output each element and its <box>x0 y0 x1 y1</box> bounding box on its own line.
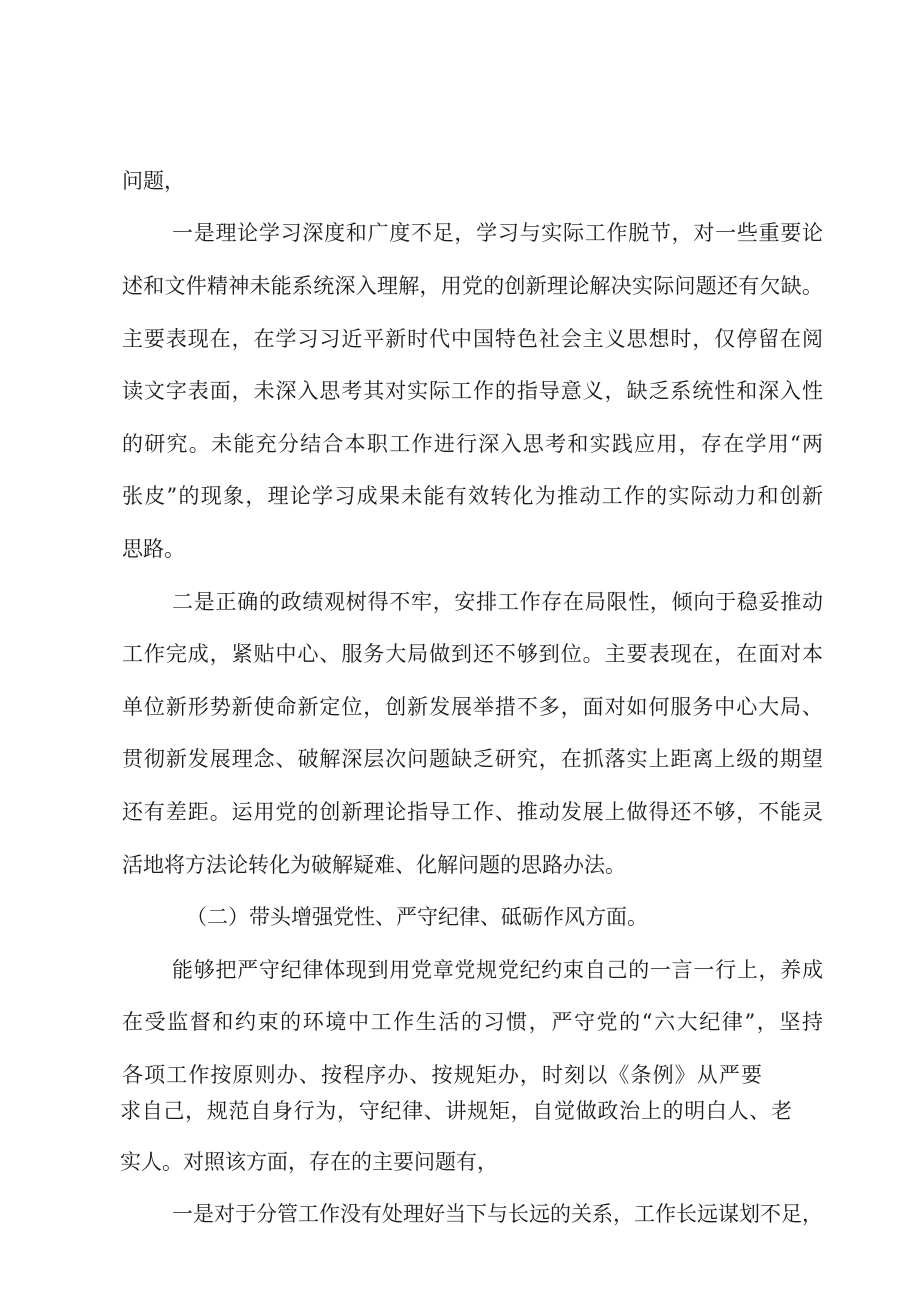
text-line <box>0 161 920 201</box>
text-line <box>0 950 920 990</box>
text-line <box>0 634 920 674</box>
text-line <box>0 319 920 359</box>
text-line <box>0 529 920 569</box>
text-line <box>0 213 920 253</box>
line-text: 主要表现在，在学习习近平新时代中国特色社会主义思想时，仅停留在阅 <box>122 327 823 351</box>
text-line <box>0 1055 920 1095</box>
line-text: 能够把严守纪律体现到用党章党规党纪约束自己的一言一行上，养成 <box>172 958 823 982</box>
section-heading <box>0 897 920 937</box>
line-text: 问题， <box>122 169 185 193</box>
line-text: 述和文件精神未能系统深入理解，用党的创新理论解决实际问题还有欠缺。 <box>122 274 823 298</box>
line-text: 读文字表面，未深入思考其对实际工作的指导意义，缺乏系统性和深入性 <box>122 379 823 403</box>
section-heading-text: （二）带头增强党性、严守纪律、砥砺作风方面。 <box>186 905 648 929</box>
line-text: 思路。 <box>122 537 185 561</box>
text-line <box>0 1142 920 1182</box>
line-text: 的研究。未能充分结合本职工作进行深入思考和实践应用，存在学用“两 <box>122 432 823 456</box>
text-line <box>0 739 920 779</box>
text-line <box>0 582 920 622</box>
text-line <box>0 476 920 516</box>
text-line <box>0 371 920 411</box>
line-text: 各项工作按原则办、按程序办、按规矩办，时刻以《条例》从严要 <box>122 1063 762 1087</box>
text-line <box>0 1194 920 1234</box>
text-line <box>0 424 920 464</box>
line-text: 还有差距。运用党的创新理论指导工作、推动发展上做得还不够，不能灵 <box>122 800 823 824</box>
line-text: 实人。对照该方面，存在的主要问题有， <box>120 1150 498 1174</box>
text-line <box>0 266 920 306</box>
text-line <box>0 845 920 885</box>
line-text: 单位新形势新使命新定位，创新发展举措不多，面对如何服务中心大局、 <box>122 695 823 719</box>
line-text: 活地将方法论转化为破解疑难、化解问题的思路办法。 <box>122 853 626 877</box>
line-text: 贯彻新发展理念、破解深层次问题缺乏研究，在抓落实上距离上级的期望 <box>122 747 823 771</box>
text-line <box>0 1002 920 1042</box>
line-text: 工作完成，紧贴中心、服务大局做到还不够到位。主要表现在，在面对本 <box>122 642 823 666</box>
line-text: 张皮”的现象，理论学习成果未能有效转化为推动工作的实际动力和创新 <box>122 484 823 508</box>
text-line <box>0 687 920 727</box>
line-text: 在受监督和约束的环境中工作生活的习惯，严守党的“六大纪律”，坚持 <box>122 1010 823 1034</box>
line-text: 求自己，规范自身行为，守纪律、讲规矩，自觉做政治上的明白人、老 <box>120 1099 792 1123</box>
text-line <box>0 1091 920 1131</box>
line-text: 一是理论学习深度和广度不足，学习与实际工作脱节，对一些重要论 <box>172 221 823 245</box>
line-text: 二是正确的政绩观树得不牢，安排工作存在局限性，倾向于稳妥推动 <box>172 590 823 614</box>
text-line <box>0 792 920 832</box>
line-text: 一是对于分管工作没有处理好当下与长远的关系，工作长远谋划不足， <box>172 1202 823 1226</box>
